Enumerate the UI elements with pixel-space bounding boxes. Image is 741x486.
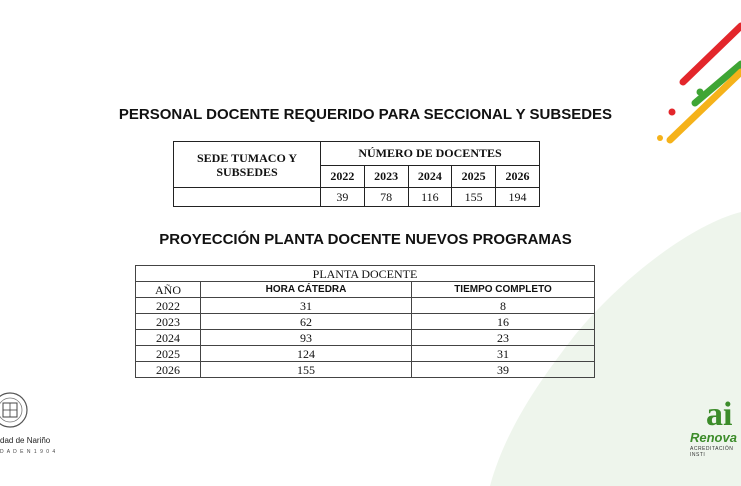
year-2026: 2026	[496, 166, 540, 188]
cell-hora: 62	[201, 314, 412, 330]
decorative-stripes	[650, 0, 741, 160]
title-proyeccion: PROYECCIÓN PLANTA DOCENTE NUEVOS PROGRAMAS	[159, 231, 572, 248]
header-tiempo-completo: TIEMPO COMPLETO	[412, 282, 595, 298]
table-row	[136, 314, 595, 330]
cell-tiempo: 23	[412, 330, 595, 346]
table-row	[136, 298, 595, 314]
table-planta-docente	[135, 265, 595, 378]
value-2024: 116	[408, 188, 452, 207]
value-2025: 155	[452, 188, 496, 207]
university-subtitle: D A D E N 1 9 0 4	[0, 449, 57, 455]
cell-year: 2023	[136, 314, 201, 330]
title-personal-docente: PERSONAL DOCENTE REQUERIDO PARA SECCIONAL Y SUBSEDES	[118, 106, 613, 123]
row-header-sede: SEDE TUMACO Y SUBSEDES	[174, 142, 321, 188]
header-hora-catedra: HORA CÁTEDRA	[201, 282, 412, 298]
cell-hora: 155	[201, 362, 412, 378]
cell-hora: 124	[201, 346, 412, 362]
table-caption: PLANTA DOCENTE	[136, 266, 595, 282]
empty-cell	[174, 188, 321, 207]
university-name: dad de Nariño	[0, 436, 51, 445]
value-2023: 78	[364, 188, 408, 207]
renovacion-logo-icon: ai	[706, 396, 733, 433]
cell-tiempo: 39	[412, 362, 595, 378]
year-2024: 2024	[408, 166, 452, 188]
university-crest-icon	[0, 388, 30, 434]
year-2025: 2025	[452, 166, 496, 188]
cell-hora: 93	[201, 330, 412, 346]
cell-year: 2026	[136, 362, 201, 378]
header-ano: AÑO	[136, 282, 201, 298]
table-row	[136, 330, 595, 346]
year-2022: 2022	[321, 166, 365, 188]
cell-tiempo: 31	[412, 346, 595, 362]
cell-hora: 31	[201, 298, 412, 314]
cell-year: 2024	[136, 330, 201, 346]
value-2022: 39	[321, 188, 365, 207]
group-header-numero: NÚMERO DE DOCENTES	[321, 142, 540, 166]
table-row	[136, 362, 595, 378]
table-numero-docentes	[173, 141, 540, 207]
year-2023: 2023	[364, 166, 408, 188]
renovacion-wordmark: Renova	[690, 430, 737, 445]
cell-tiempo: 16	[412, 314, 595, 330]
cell-year: 2025	[136, 346, 201, 362]
value-2026: 194	[496, 188, 540, 207]
cell-tiempo: 8	[412, 298, 595, 314]
cell-year: 2022	[136, 298, 201, 314]
acreditacion-subtitle: ACREDITACIÓN INSTI	[690, 446, 734, 458]
table-row	[136, 346, 595, 362]
